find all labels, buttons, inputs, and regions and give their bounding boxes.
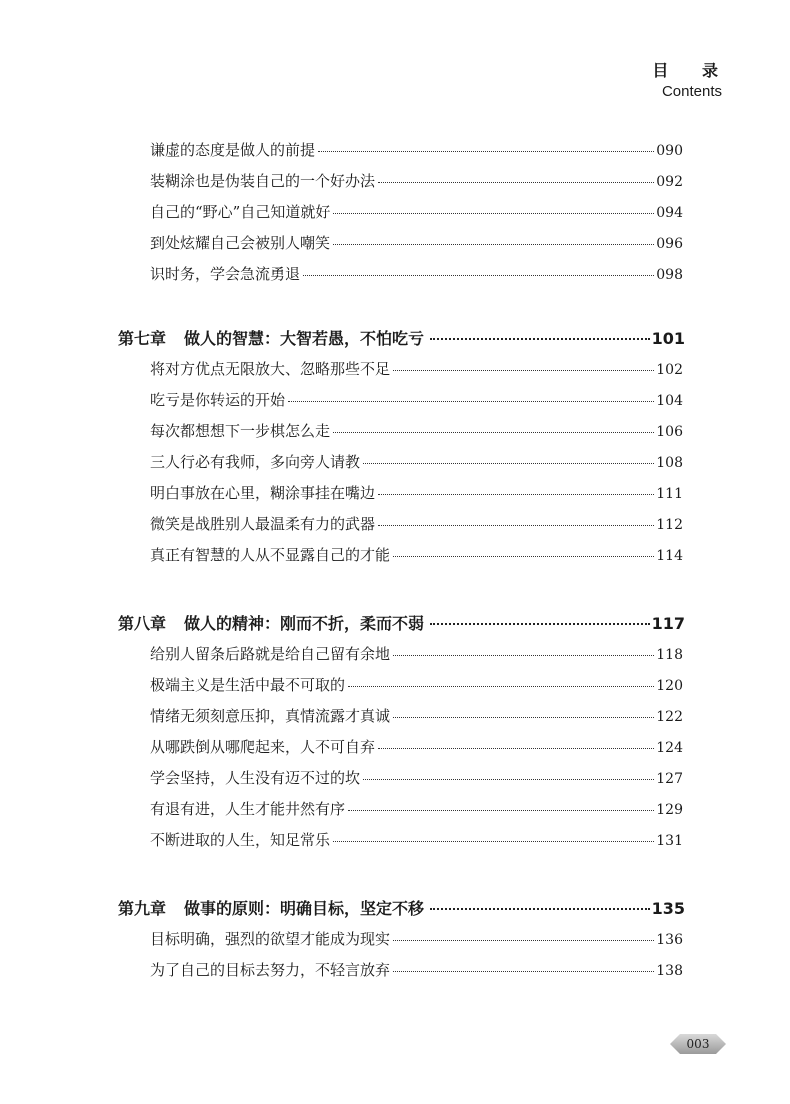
dot-leader: [333, 841, 654, 842]
header-subtitle: Contents: [661, 83, 722, 100]
entry-title: 自己的“野心”自己知道就好: [150, 203, 331, 221]
chapter-number: 第九章: [118, 899, 167, 918]
toc-entry[interactable]: [150, 264, 683, 284]
chapter-title: 做人的精神：刚而不折，柔而不弱: [184, 614, 425, 633]
running-header: [652, 58, 732, 100]
entry-title: 每次都想想下一步棋怎么走: [150, 422, 331, 440]
entry-title: 识时务，学会急流勇退: [150, 265, 301, 283]
entry-page: 112: [656, 517, 683, 533]
entry-page: 108: [656, 455, 683, 471]
dot-leader: [378, 182, 654, 183]
entry-page: 114: [656, 548, 683, 564]
entry-page: 120: [656, 678, 683, 694]
entry-title: 装糊涂也是伪装自己的一个好办法: [150, 172, 376, 190]
chapter-page: 117: [651, 614, 685, 633]
dot-leader: [303, 275, 654, 276]
entry-title: 将对方优点无限放大、忽略那些不足: [150, 360, 391, 378]
entry-title: 真正有智慧的人从不显露自己的才能: [150, 546, 391, 564]
entry-page: 092: [656, 174, 683, 190]
toc-entry[interactable]: [150, 483, 683, 503]
toc-entry[interactable]: [150, 768, 683, 788]
chapter-number: 第七章: [118, 329, 167, 348]
toc-entry[interactable]: [150, 960, 683, 980]
page-number-badge: [670, 1033, 726, 1055]
toc-chapter-8[interactable]: [118, 613, 685, 635]
dot-leader: [430, 623, 650, 625]
chapter-page: 101: [651, 329, 685, 348]
dot-leader: [430, 338, 650, 340]
toc-entry[interactable]: [150, 830, 683, 850]
entry-title: 目标明确，强烈的欲望才能成为现实: [150, 930, 391, 948]
toc-entry[interactable]: [150, 644, 683, 664]
dot-leader: [393, 971, 654, 972]
dot-leader: [430, 908, 650, 910]
toc-entry[interactable]: [150, 359, 683, 379]
dot-leader: [378, 748, 654, 749]
entry-page: 136: [656, 932, 683, 948]
toc-entry[interactable]: [150, 202, 683, 222]
entry-title: 从哪跌倒从哪爬起来，人不可自弃: [150, 738, 376, 756]
entry-title: 有退有进，人生才能井然有序: [150, 800, 346, 818]
dot-leader: [318, 151, 654, 152]
toc-entry[interactable]: [150, 514, 683, 534]
toc-entry[interactable]: [150, 799, 683, 819]
entry-page: 104: [656, 393, 683, 409]
dot-leader: [378, 525, 654, 526]
dot-leader: [333, 213, 654, 214]
entry-page: 129: [656, 802, 683, 818]
entry-title: 谦虚的态度是做人的前提: [150, 141, 316, 159]
toc-entry[interactable]: [150, 706, 683, 726]
entry-title: 情绪无须刻意压抑，真情流露才真诚: [150, 707, 391, 725]
dot-leader: [393, 940, 654, 941]
toc-entry[interactable]: [150, 929, 683, 949]
toc-entry[interactable]: [150, 171, 683, 191]
dot-leader: [333, 244, 654, 245]
entry-title: 为了自己的目标去努力，不轻言放弃: [150, 961, 391, 979]
toc-entry[interactable]: [150, 140, 683, 160]
entry-page: 102: [656, 362, 683, 378]
entry-title: 明白事放在心里，糊涂事挂在嘴边: [150, 484, 376, 502]
toc-entry[interactable]: [150, 390, 683, 410]
dot-leader: [348, 810, 654, 811]
dot-leader: [363, 779, 654, 780]
entry-title: 不断进取的人生，知足常乐: [150, 831, 331, 849]
entry-page: 094: [656, 205, 683, 221]
entry-page: 096: [656, 236, 683, 252]
entry-title: 吃亏是你转运的开始: [150, 391, 286, 409]
dot-leader: [393, 717, 654, 718]
entry-page: 124: [656, 740, 683, 756]
page-number: 003: [686, 1037, 710, 1051]
entry-page: 106: [656, 424, 683, 440]
toc-entry[interactable]: [150, 452, 683, 472]
dot-leader: [348, 686, 654, 687]
entry-title: 极端主义是生活中最不可取的: [150, 676, 346, 694]
dot-leader: [363, 463, 654, 464]
dot-leader: [333, 432, 654, 433]
toc-entry[interactable]: [150, 545, 683, 565]
chapter-number: 第八章: [118, 614, 167, 633]
dot-leader: [378, 494, 654, 495]
entry-page: 111: [656, 486, 683, 502]
toc-entry[interactable]: [150, 675, 683, 695]
entry-page: 090: [656, 143, 683, 159]
entry-title: 三人行必有我师，多向旁人请教: [150, 453, 361, 471]
toc-chapter-9[interactable]: [118, 898, 685, 920]
chapter-page: 135: [651, 899, 685, 918]
entry-page: 127: [656, 771, 683, 787]
entry-page: 122: [656, 709, 683, 725]
entry-title: 微笑是战胜别人最温柔有力的武器: [150, 515, 376, 533]
toc-entry[interactable]: [150, 737, 683, 757]
entry-title: 学会坚持，人生没有迈不过的坎: [150, 769, 361, 787]
dot-leader: [288, 401, 654, 402]
toc-entry[interactable]: [150, 421, 683, 441]
chapter-title: 做人的智慧：大智若愚，不怕吃亏: [184, 329, 425, 348]
entry-title: 到处炫耀自己会被别人嘲笑: [150, 234, 331, 252]
toc-chapter-7[interactable]: [118, 328, 685, 350]
dot-leader: [393, 655, 654, 656]
dot-leader: [393, 556, 654, 557]
dot-leader: [393, 370, 654, 371]
toc-entry[interactable]: [150, 233, 683, 253]
entry-page: 138: [656, 963, 683, 979]
entry-title: 给别人留条后路就是给自己留有余地: [150, 645, 391, 663]
entry-page: 131: [656, 833, 683, 849]
entry-page: 118: [656, 647, 683, 663]
chapter-title: 做事的原则：明确目标，坚定不移: [184, 899, 425, 918]
entry-page: 098: [656, 267, 683, 283]
header-title: 目 录: [652, 61, 732, 80]
